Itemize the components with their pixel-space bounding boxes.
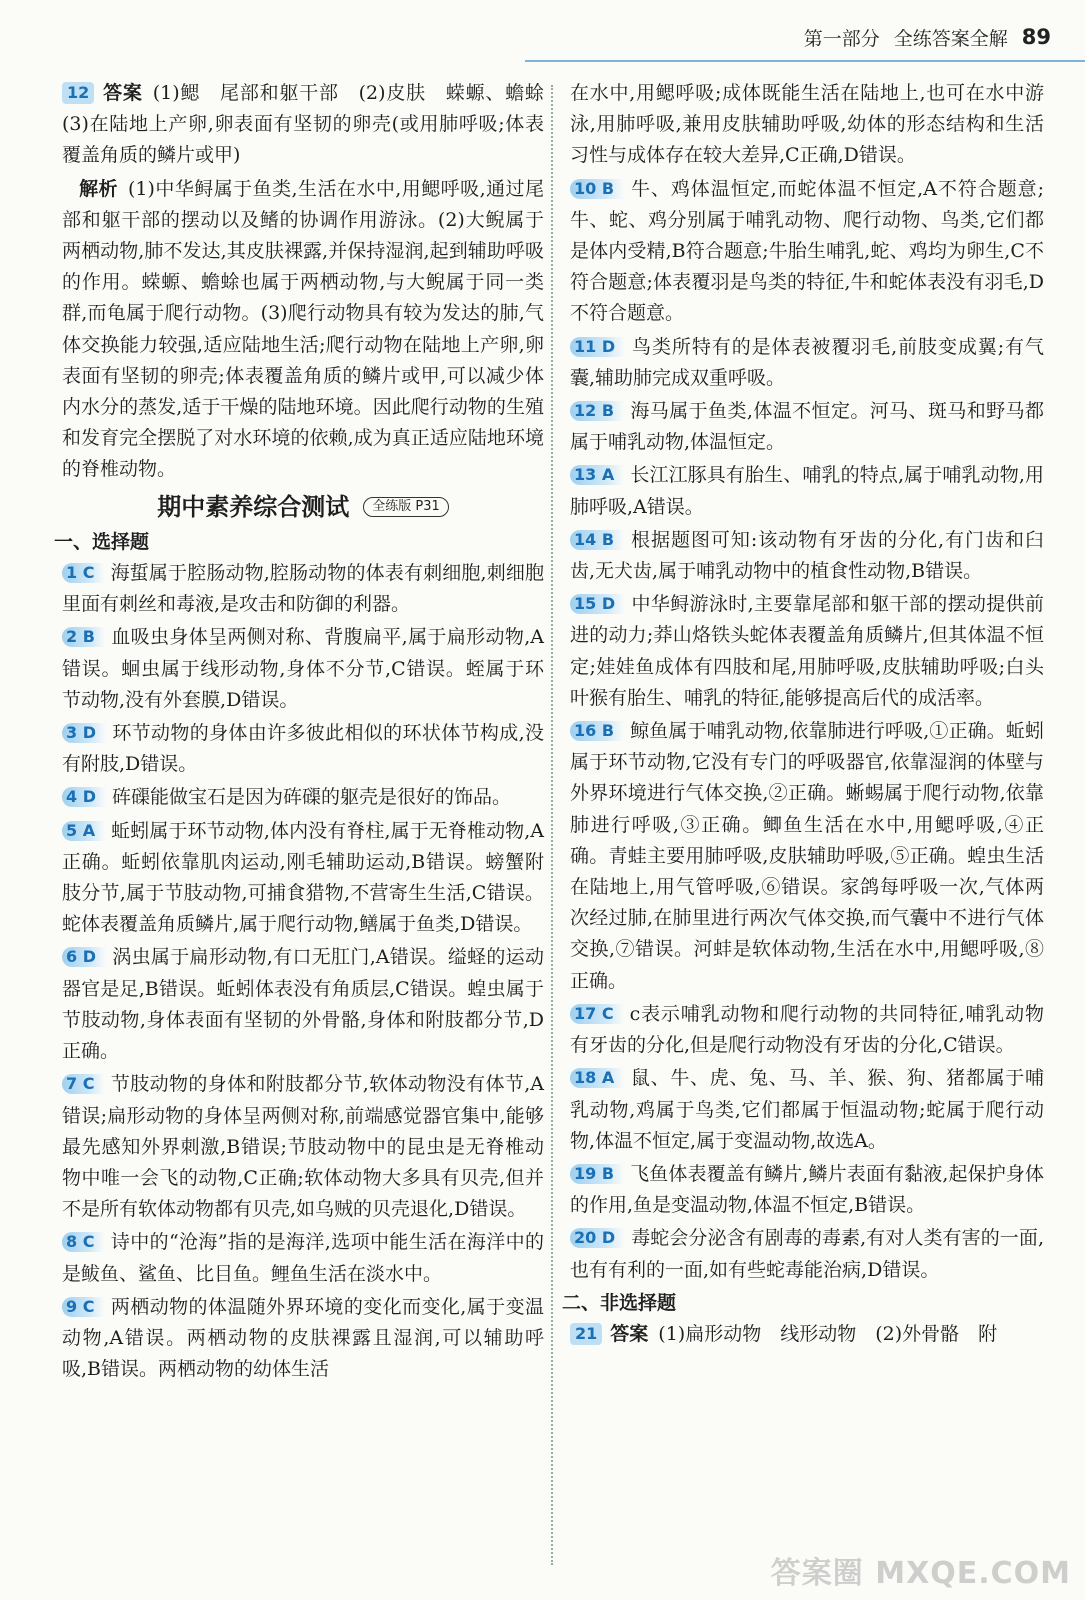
answer-text: 两栖动物的体温随外界环境的变化而变化,属于变温动物,A错误。两栖动物的皮肤裸露且湿润,可以辅助呼吸,B错误。两栖动物的幼体生活	[62, 1295, 544, 1381]
answer-text: (1)扁形动物 线形动物 (2)外骨骼 附	[658, 1322, 998, 1345]
answer-tag: 8 C	[62, 1232, 104, 1252]
answer-tag: 1 C	[62, 563, 104, 583]
question-21	[570, 1319, 1044, 1350]
answer-item	[570, 1159, 1044, 1221]
answer-text: 砗磲能做宝石是因为砗磲的躯壳是很好的饰品。	[111, 786, 511, 809]
answer-text: 海蜇属于腔肠动物,腔肠动物的体表有刺细胞,刺细胞里面有刺丝和毒液,是攻击和防御的利器。	[62, 562, 544, 616]
answer-text: 牛、鸡体温恒定,而蛇体温不恒定,A不符合题意;牛、蛇、鸡分别属于哺乳动物、爬行动物、鸟类,它们都是体内受精,B符合题意;牛胎生哺乳,蛇、鸡均为卵生,C不符合题意;体表覆羽是鸟类的特征,牛和蛇体表没有羽毛,D不符合题意。	[570, 177, 1044, 325]
answer-text: 长江江豚具有胎生、哺乳的特点,属于哺乳动物,用肺呼吸,A错误。	[570, 464, 1044, 518]
column-divider	[551, 85, 553, 1565]
answer-tag: 10 B	[570, 179, 624, 199]
answer-tag: 15 D	[570, 594, 625, 614]
answer-tag: 20 D	[570, 1228, 625, 1248]
answer-text: 诗中的“沧海”指的是海洋,选项中能生活在海洋中的是鲅鱼、鲨鱼、比目鱼。鲤鱼生活在淡水中。	[62, 1231, 544, 1285]
header-subtitle: 全练答案全解	[893, 27, 1008, 50]
continued-text: 在水中,用鳃呼吸;成体既能生活在陆地上,也可在水中游泳,用肺呼吸,兼用皮肤辅助呼吸,幼体的形态结构和生活习性与成体存在较大差异,C正确,D错误。	[570, 82, 1044, 167]
answer-text: 鼠、牛、虎、兔、马、羊、猴、狗、猪都属于哺乳动物,鸡属于鸟类,它们都属于恒温动物;蛇属于爬行动物,体温不恒定,属于变温动物,故选A。	[570, 1067, 1044, 1152]
answer-item	[570, 525, 1044, 587]
answer-item	[570, 589, 1044, 714]
answer-item	[570, 1063, 1044, 1157]
answer-text: 鲸鱼属于哺乳动物,依靠肺进行呼吸,①正确。蚯蚓属于环节动物,它没有专门的呼吸器官,依靠湿润的体壁与外界环境进行气体交换,②正确。蜥蜴属于爬行动物,依靠肺进行呼吸,③正确。鲫鱼生活在水中,用鳃呼吸,④正确。青蛙主要用肺呼吸,皮肤辅助呼吸,⑤正确。蝗虫生活在陆地上,用气管呼吸,⑥错误。家鸽每呼吸一次,气体两次经过肺,在肺里进行两次气体交换,而气囊中不进行气体交换,⑦错误。河蚌是软体动物,生活在水中,用鳃呼吸,⑧正确。	[570, 720, 1044, 992]
right-column	[562, 78, 1044, 1352]
answer-text: 环节动物的身体由许多彼此相似的环状体节构成,没有附肢,D错误。	[62, 722, 544, 776]
answer-tag: 11 D	[570, 337, 625, 357]
answer-item	[62, 1292, 544, 1386]
answer-tag: 17 C	[570, 1004, 624, 1024]
answer-item	[570, 332, 1044, 394]
answer-item	[570, 174, 1044, 330]
page-header	[804, 20, 1051, 54]
answer-tag: 18 A	[570, 1068, 624, 1088]
answer-text: 中华鲟游泳时,主要靠尾部和躯干部的摆动提供前进的动力;莽山烙铁头蛇体表覆盖角质鳞片,但其体温不恒定;娃娃鱼成体有四肢和尾,用肺呼吸,皮肤辅助呼吸;白头叶猴有胎生、哺乳的特征,能够提高后代的成活率。	[570, 593, 1044, 709]
answer-item	[570, 716, 1044, 997]
answer-item	[570, 460, 1044, 522]
answer-label: 答案	[610, 1322, 649, 1345]
question-number: 12	[62, 82, 94, 104]
answer-list-left	[62, 558, 544, 1385]
answer-text: 海马属于鱼类,体温不恒定。河马、斑马和野马都属于哺乳动物,体温恒定。	[570, 400, 1044, 454]
section-heading-choice: 一、选择题	[54, 530, 150, 553]
page-ref-badge: 全练版 P31	[363, 497, 449, 517]
analysis-label: 解析	[79, 177, 118, 200]
answer-item	[62, 816, 544, 941]
header-section: 第一部分	[803, 27, 880, 50]
answer-label: 答案	[102, 82, 143, 104]
answer-text: 蚯蚓属于环节动物,体内没有脊柱,属于无脊椎动物,A正确。蚯蚓依靠肌肉运动,刚毛辅助运动,B错误。螃蟹附肢分节,属于节肢动物,可捕食猎物,不营寄生生活,C错误。蛇体表覆盖角质鳞片,属于爬行动物,鳝属于鱼类,D错误。	[62, 819, 544, 936]
answer-tag: 5 A	[62, 821, 105, 841]
answer-text: 鸟类所特有的是体表被覆羽毛,前肢变成翼;有气囊,辅助肺完成双重呼吸。	[570, 335, 1044, 389]
answer-tag: 7 C	[62, 1074, 104, 1094]
question-number: 21	[570, 1323, 602, 1345]
page-number: 89	[1021, 25, 1051, 49]
answer-tag: 9 C	[62, 1297, 104, 1317]
analysis-text: (1)中华鲟属于鱼类,生活在水中,用鳃呼吸,通过尾部和躯干部的摆动以及鳍的协调作用游泳。(2)大鲵属于两栖动物,肺不发达,其皮肤裸露,并保持湿润,起到辅助呼吸的作用。蝾螈、蟾蜍也属于两栖动物,与大鲵属于同一类群,而龟属于爬行动物。(3)爬行动物具有较为发达的肺,气体交换能力较强,适应陆地生活;爬行动物在陆地上产卵,卵表面有坚韧的卵壳;体表覆盖角质的鳞片或甲,可以减少体内水分的蒸发,适于干燥的陆地环境。因此爬行动物的生殖和发育完全摆脱了对水环境的依赖,成为真正适应陆地环境的脊椎动物。	[62, 177, 544, 481]
answer-tag: 12 B	[570, 401, 624, 421]
answer-tag: 16 B	[570, 721, 624, 741]
section-heading-nonchoice: 二、非选择题	[562, 1291, 677, 1314]
answer-item	[62, 1227, 544, 1289]
left-column	[54, 78, 563, 1387]
test-title: 期中素养综合测试	[157, 492, 350, 521]
header-rule	[525, 60, 1085, 62]
answer-item	[570, 999, 1044, 1061]
question-12	[62, 78, 563, 172]
answer-item	[62, 942, 544, 1067]
answer-tag: 19 B	[570, 1164, 624, 1184]
watermark-logo: 答案圈 MXQE.COM	[770, 1556, 1071, 1591]
answer-tag: 13 A	[570, 465, 624, 485]
answer-text: 飞鱼体表覆盖有鳞片,鳞片表面有黏液,起保护身体的作用,鱼是变温动物,体温不恒定,B错误。	[570, 1162, 1044, 1217]
answer-item	[62, 1069, 544, 1225]
answer-text: c表示哺乳动物和爬行动物的共同特征,哺乳动物有牙齿的分化,但是爬行动物没有牙齿的分化,C错误。	[570, 1002, 1044, 1057]
answer-item	[62, 718, 544, 780]
answer-item	[570, 396, 1044, 458]
answer-tag: 3 D	[62, 723, 106, 743]
answer-text: 毒蛇会分泌含有剧毒的毒素,有对人类有害的一面,也有有利的一面,如有些蛇毒能治病,D错误。	[570, 1227, 1044, 1281]
answer-tag: 14 B	[570, 530, 624, 550]
answer-tag: 6 D	[62, 947, 106, 967]
answer-tag: 2 B	[62, 627, 105, 647]
test-title-row	[62, 492, 544, 523]
answer-tag: 4 D	[62, 787, 106, 807]
answer-text: 节肢动物的身体和附肢都分节,软体动物没有体节,A错误;扁形动物的身体呈两侧对称,前端感觉器官集中,能够最先感知外界刺激,B错误;节肢动物中的昆虫是无脊椎动物中唯一会飞的动物,C正确;软体动物大多具有贝壳,但并不是所有软体动物都有贝壳,如乌贼的贝壳退化,D错误。	[62, 1073, 544, 1221]
answer-list-right	[570, 174, 1044, 1286]
answer-text: 根据题图可知:该动物有牙齿的分化,有门齿和臼齿,无犬齿,属于哺乳动物中的植食性动物,B错误。	[570, 528, 1044, 583]
answer-text: 涡虫属于扁形动物,有口无肛门,A错误。缢蛏的运动器官是足,B错误。蚯蚓体表没有角质层,C错误。蝗虫属于节肢动物,身体表面有坚韧的外骨骼,身体和附肢都分节,D正确。	[62, 946, 544, 1063]
answer-text: (1)鳃 尾部和躯干部 (2)皮肤 蝾螈、蟾蜍 (3)在陆地上产卵,卵表面有坚韧的卵壳(或用肺呼吸;体表覆盖角质的鳞片或甲)	[62, 82, 563, 167]
question-12-analysis	[62, 174, 544, 486]
answer-item	[62, 782, 544, 813]
answer-item	[570, 1223, 1044, 1285]
answer-item	[62, 622, 544, 716]
answer-item	[62, 558, 544, 620]
answer-text: 血吸虫身体呈两侧对称、背腹扁平,属于扁形动物,A错误。蛔虫属于线形动物,身体不分节,C错误。蛭属于环节动物,没有外套膜,D错误。	[62, 626, 544, 711]
